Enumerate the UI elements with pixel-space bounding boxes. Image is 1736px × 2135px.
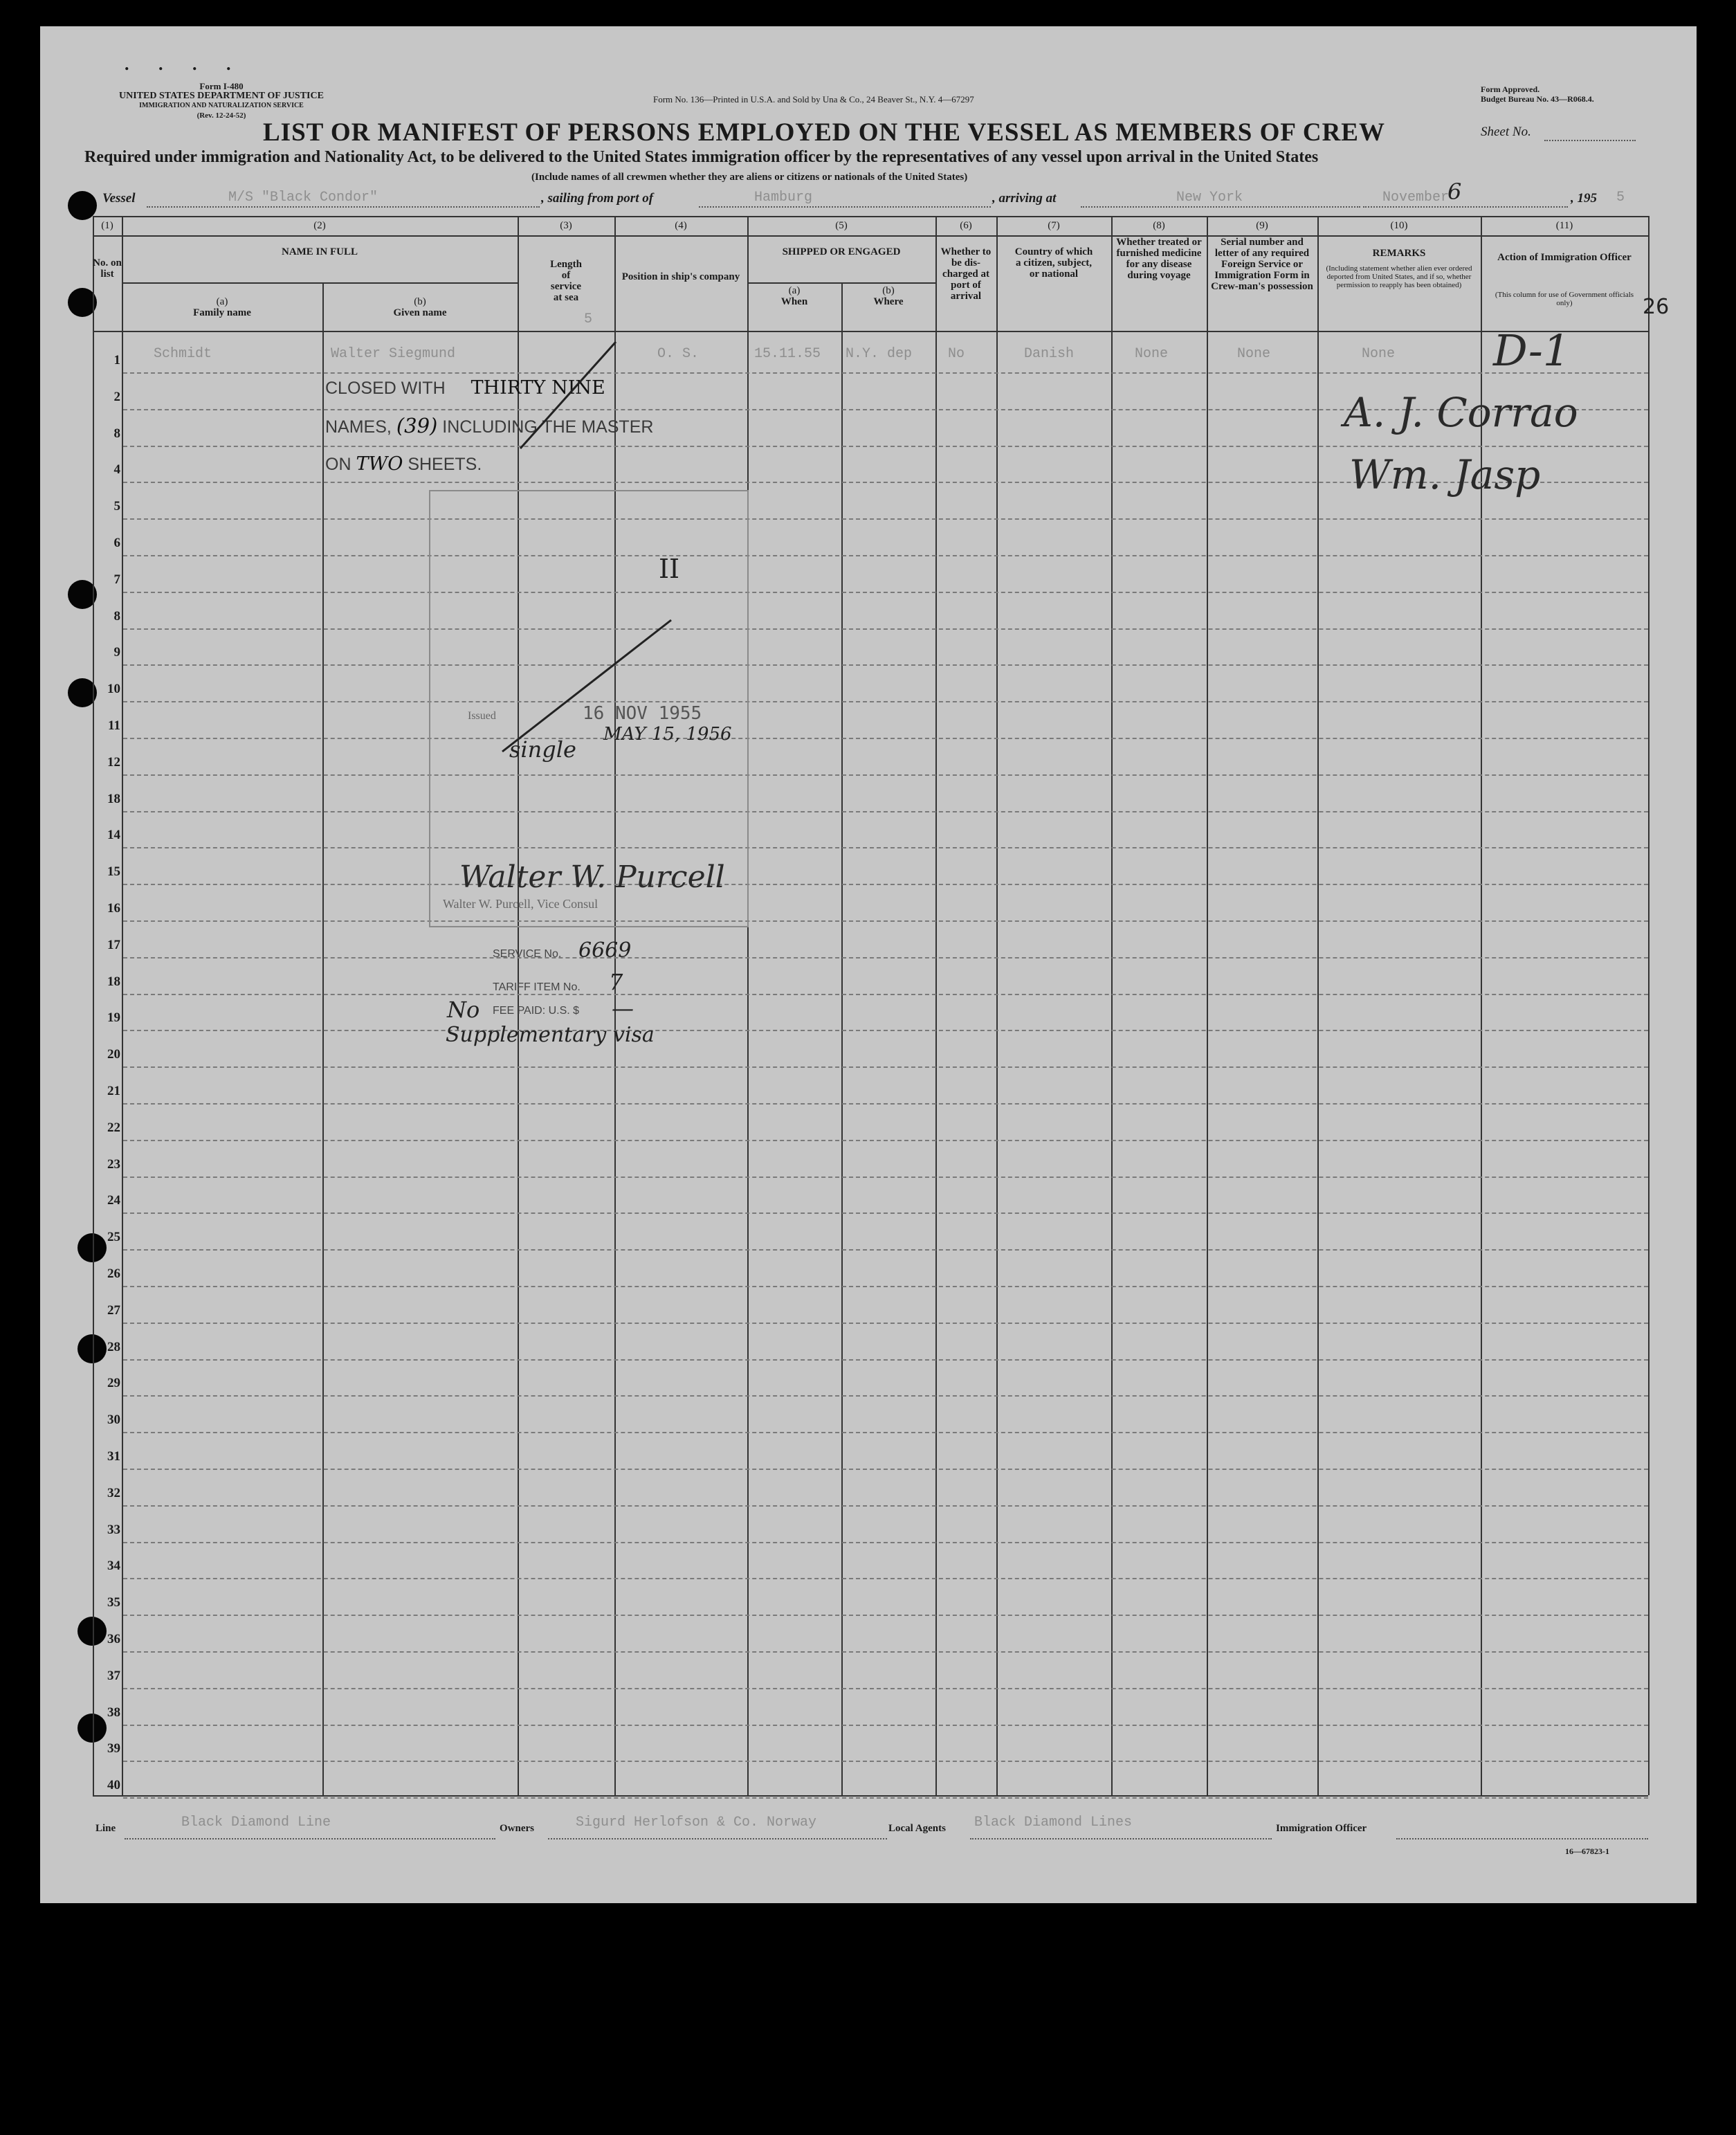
row-number: 5 — [113, 499, 120, 514]
row1-discharged: No — [948, 346, 965, 362]
footer-agents-value: Black Diamond Lines — [974, 1815, 1133, 1830]
col-num: (7) — [1048, 220, 1060, 231]
row-number: 27 — [107, 1302, 120, 1318]
table-row[interactable] — [123, 1615, 1648, 1616]
footer-agents-label: Local Agents — [888, 1823, 946, 1834]
officer-signature-2: Wm. Jasp — [1349, 451, 1541, 498]
table-row[interactable] — [123, 811, 1648, 812]
date-day: 6 — [1447, 179, 1462, 205]
table-row[interactable] — [123, 1030, 1648, 1031]
row-number: 12 — [107, 754, 120, 770]
fee-label: FEE PAID: U.S. $ — [493, 1005, 580, 1017]
table-row[interactable] — [123, 1651, 1648, 1653]
footer-owners-label: Owners — [500, 1823, 534, 1834]
form-identifier: Form I-480 UNITED STATES DEPARTMENT OF JUSTICE IMMIGRATION AND NATURALIZATION SERVICE (Rev. 12-24-52) — [119, 81, 324, 120]
row-number: 31 — [107, 1449, 120, 1464]
table-row[interactable] — [123, 774, 1648, 776]
header-family-letter: (a) — [216, 296, 228, 307]
header-where: Where — [873, 296, 904, 307]
row-number: 18 — [107, 791, 120, 806]
header-shipped: SHIPPED OR ENGAGED — [782, 246, 901, 257]
header-length: Length of service at sea — [550, 259, 582, 303]
row-number: 16 — [107, 901, 120, 916]
sheet-number-label: Sheet No. — [1481, 125, 1531, 139]
table-row[interactable] — [123, 1578, 1648, 1579]
row1-length: 5 — [584, 311, 593, 327]
col-num: (6) — [960, 220, 972, 231]
row-number: 28 — [107, 1339, 120, 1354]
table-colnum-rule — [93, 235, 1648, 237]
table-row[interactable] — [123, 1212, 1648, 1214]
tariff-value: 7 — [609, 969, 623, 995]
header-action-note: (This column for use of Government officials only) — [1495, 291, 1634, 307]
table-row[interactable] — [123, 664, 1648, 666]
row1-where: N.Y. dep — [846, 346, 913, 362]
table-row[interactable] — [123, 920, 1648, 922]
table-row[interactable] — [123, 957, 1648, 959]
row-number: 29 — [107, 1376, 120, 1391]
row-number: 22 — [107, 1120, 120, 1135]
footer-owners-value: Sigurd Herlofson & Co. Norway — [576, 1815, 817, 1830]
row-number: 34 — [107, 1559, 120, 1574]
header-given-letter: (b) — [414, 296, 426, 307]
header-family-name: Family name — [193, 307, 251, 318]
header-serial: Serial number and letter of any required Foreign Service or Immigration Form in Crew-man's possession — [1211, 237, 1313, 292]
header-when-letter: (a) — [788, 285, 801, 296]
table-bottom-rule — [93, 1795, 1648, 1797]
header-country: Country of which a citizen, subject, or national — [1014, 246, 1093, 280]
roman-mark: II — [659, 554, 680, 584]
col-rule — [1317, 216, 1319, 1795]
header-where-letter: (b) — [882, 285, 895, 296]
printer-note: Form No. 136—Printed in U.S.A. and Sold by Una & Co., 24 Beaver St., N.Y. 4—67297 — [653, 94, 974, 105]
table-top-rule — [93, 216, 1648, 217]
table-row[interactable] — [123, 1688, 1648, 1689]
table-row[interactable] — [123, 1469, 1648, 1470]
row-number: 36 — [107, 1632, 120, 1646]
col-rule — [122, 216, 123, 1795]
approval-note: Form Approved. Budget Bureau No. 43—R068.4. — [1481, 84, 1594, 104]
table-row[interactable] — [123, 1140, 1648, 1141]
row-number: 21 — [107, 1084, 120, 1098]
row1-country: Danish — [1024, 346, 1075, 362]
consul-name: Walter W. Purcell, Vice Consul — [443, 897, 599, 911]
footer-line-label: Line — [95, 1823, 116, 1834]
table-row[interactable] — [123, 994, 1648, 995]
service-label: SERVICE No. — [493, 948, 562, 960]
row1-given: Walter Siegmund — [331, 346, 456, 362]
table-row[interactable] — [123, 1066, 1648, 1068]
page-title: LIST OR MANIFEST OF PERSONS EMPLOYED ON THE VESSEL AS MEMBERS OF CREW — [263, 118, 1385, 147]
row-number: 9 — [113, 645, 120, 660]
check-stroke — [512, 338, 630, 455]
d1-mark: D-1 — [1493, 325, 1571, 376]
table-header-rule — [93, 331, 1648, 332]
row-number: 18 — [107, 974, 120, 989]
vessel-label: Vessel — [102, 191, 136, 206]
header-when: When — [780, 296, 808, 307]
col-rule — [747, 216, 749, 1795]
footer-line-value: Black Diamond Line — [181, 1815, 331, 1830]
row1-family: Schmidt — [154, 346, 212, 362]
arriving-label: , arriving at — [992, 191, 1057, 206]
table-row[interactable] — [123, 1323, 1648, 1324]
row-number: 15 — [107, 864, 120, 880]
table-row[interactable] — [123, 1761, 1648, 1762]
service-value: 6669 — [578, 938, 632, 963]
arriving-value: New York — [1176, 190, 1243, 206]
row-number: 30 — [107, 1412, 120, 1428]
row1-treated: None — [1135, 346, 1169, 362]
col-num: (11) — [1555, 220, 1573, 231]
visa-single: single — [509, 736, 576, 763]
col-rule — [935, 216, 937, 1795]
corner-dots: . . . . — [125, 54, 244, 74]
vessel-value: M/S "Black Condor" — [228, 190, 378, 206]
subtitle: Required under immigration and Nationality Act, to be delivered to the United States immigration officer by the representatives of any vessel upon arrival in the United States — [84, 148, 1319, 166]
header-remarks: REMARKS — [1372, 248, 1426, 259]
header-remarks-note: (Including statement whether alien ever ordered deported from United States, and if so, whether permission to reapply has been obtained) — [1326, 264, 1472, 289]
row-number: 11 — [108, 718, 120, 733]
col-num: (8) — [1153, 220, 1165, 231]
table-row[interactable] — [123, 1286, 1648, 1287]
consul-signature: Walter W. Purcell — [459, 860, 725, 895]
sailing-value: Hamburg — [754, 190, 813, 206]
row-number: 8 — [113, 608, 120, 624]
tariff-label: TARIFF ITEM No. — [493, 981, 581, 993]
row-number: 35 — [107, 1595, 120, 1610]
table-row[interactable] — [123, 1395, 1648, 1397]
row-number: 8 — [113, 426, 120, 441]
table-row[interactable] — [123, 628, 1648, 630]
fee-value: — — [612, 995, 634, 1021]
fee-no: No — [447, 997, 480, 1023]
row-number: 19 — [107, 1010, 120, 1026]
col-rule — [996, 216, 998, 1795]
col-num: (1) — [101, 220, 113, 231]
stamp-issued-label: Issued — [468, 710, 496, 722]
table-row[interactable] — [123, 701, 1648, 702]
row1-when: 15.11.55 — [754, 346, 821, 362]
header-discharged: Whether to be dis-charged at port of arrival — [940, 246, 992, 302]
row-number: 26 — [107, 1266, 120, 1281]
table-row[interactable] — [123, 1432, 1648, 1433]
row-number: 4 — [113, 462, 120, 478]
row1-serial: None — [1237, 346, 1271, 362]
sheet-number-field[interactable] — [1544, 125, 1636, 141]
table-row[interactable] — [123, 1505, 1648, 1507]
table-row[interactable] — [123, 1176, 1648, 1178]
table-row[interactable] — [123, 738, 1648, 739]
row-number: 37 — [107, 1668, 120, 1683]
col-num: (4) — [675, 220, 687, 231]
table-row[interactable] — [123, 555, 1648, 556]
header-position: Position in ship's company — [621, 271, 740, 282]
col-num: (3) — [560, 220, 572, 231]
col-rule — [1207, 216, 1208, 1795]
row-number: 20 — [107, 1047, 120, 1062]
visa-expiry: MAY 15, 1956 — [603, 724, 732, 745]
row-number: 17 — [107, 937, 120, 952]
col-rule — [322, 282, 324, 1795]
footer-officer-label: Immigration Officer — [1276, 1823, 1367, 1834]
year-suffix: 5 — [1616, 190, 1625, 206]
col-num: (5) — [835, 220, 848, 231]
row-number: 24 — [107, 1193, 120, 1208]
table-row[interactable] — [123, 847, 1648, 848]
row1-position: O. S. — [657, 346, 700, 362]
closing-stamp: CLOSED WITH THIRTY NINE NAMES, (39) INCLUDING THE MASTER ON TWO SHEETS. — [325, 377, 654, 475]
row-number: 14 — [107, 828, 120, 843]
footer-officer-field[interactable] — [1396, 1823, 1648, 1839]
supplementary-visa: Supplementary visa — [446, 1023, 655, 1047]
row1-remarks: None — [1362, 346, 1396, 362]
year-label: , 195 — [1571, 191, 1597, 206]
row-number: 39 — [107, 1741, 120, 1756]
col-num: (9) — [1256, 220, 1268, 231]
row-number: 1 — [113, 353, 120, 367]
table-row[interactable] — [123, 1249, 1648, 1251]
table-row[interactable] — [123, 592, 1648, 593]
row-number: 23 — [107, 1156, 120, 1172]
sailing-label: , sailing from port of — [541, 191, 654, 206]
header-treated: Whether treated or furnished medicine for any disease during voyage — [1116, 237, 1202, 281]
header-action: Action of Immigration Officer — [1497, 252, 1632, 263]
form-code: 16—67823-1 — [1565, 1846, 1609, 1856]
header-name-in-full: NAME IN FULL — [281, 246, 358, 257]
row-number: 2 — [113, 389, 120, 404]
header-given-name: Given name — [393, 307, 447, 318]
row-number: 38 — [107, 1705, 120, 1720]
margin-number: 26 — [1643, 295, 1670, 319]
row-number: 40 — [107, 1778, 120, 1793]
table-row[interactable] — [123, 1725, 1648, 1726]
sailing-field[interactable] — [699, 191, 991, 208]
row-number: 7 — [113, 572, 120, 587]
table-row[interactable] — [123, 518, 1648, 520]
table-row[interactable] — [123, 1542, 1648, 1543]
row-number: 6 — [113, 536, 120, 550]
col-num: (10) — [1390, 220, 1408, 231]
row-number: 10 — [107, 682, 120, 697]
stamp-date: 16 NOV 1955 — [583, 703, 702, 724]
row-number: 33 — [107, 1522, 120, 1537]
header-no-on-list: No. on list — [93, 257, 122, 280]
name-subrule — [122, 282, 518, 284]
col-rule — [841, 282, 843, 1795]
subtitle-note: (Include names of all crewmen whether they are aliens or citizens or nationals of the United States) — [531, 172, 968, 183]
table-row[interactable] — [123, 1797, 1648, 1799]
row-number: 32 — [107, 1485, 120, 1500]
col-num: (2) — [313, 220, 326, 231]
col-rule — [1111, 216, 1113, 1795]
table-row[interactable] — [123, 1103, 1648, 1105]
date-value: November — [1382, 190, 1450, 206]
table-row[interactable] — [123, 1359, 1648, 1361]
row-number: 25 — [107, 1230, 120, 1245]
officer-signature-1: A. J. Corrao — [1344, 389, 1578, 436]
table-row[interactable] — [123, 884, 1648, 885]
col-rule — [1648, 216, 1650, 1795]
